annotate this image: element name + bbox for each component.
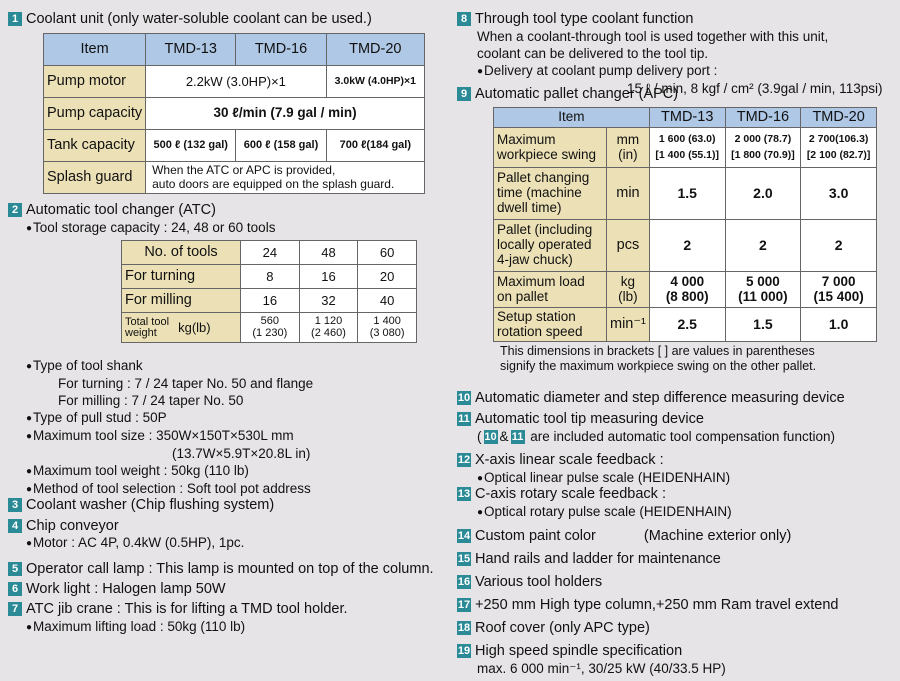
table-cell: 32 (299, 289, 358, 313)
row-label (494, 272, 607, 308)
table-cell (725, 128, 801, 168)
table-row (122, 265, 417, 289)
table-cell: 48 (299, 241, 358, 265)
table-cell: 8 (241, 265, 300, 289)
section-title: Custom paint color (475, 528, 596, 544)
header-cell: TMD-20 (326, 34, 424, 66)
x-axis-scale-item: ● Optical linear pulse scale (HEIDENHAIN) (457, 469, 730, 487)
table-cell: 1.5 (725, 308, 801, 342)
value-line: 5 000 (746, 273, 780, 289)
table-cell: 40 (358, 289, 417, 313)
section-through-tool-coolant (457, 11, 882, 97)
row-label: For milling (122, 289, 241, 313)
section-title: Coolant unit (only water-soluble coolant can be used.) (26, 11, 372, 27)
row-label-line: Maximum (497, 131, 556, 147)
value-line: [1 400 (55.1)] (655, 148, 720, 161)
section-hand-rails (457, 551, 721, 569)
row-label-line: rotation speed (497, 323, 583, 339)
table-cell: 16 (241, 289, 300, 313)
table-row (122, 289, 417, 313)
tool-storage-capacity: ● Tool storage capacity : 24, 48 or 60 tools (12, 220, 275, 236)
table-row (122, 241, 417, 265)
header-cell: TMD-16 (725, 108, 801, 128)
section-number-badge: 18 (457, 622, 471, 634)
table-cell (725, 272, 801, 308)
section-number-badge: 10 (457, 392, 471, 404)
row-label: Tank capacity (44, 130, 146, 162)
table-cell: 60 (358, 241, 417, 265)
max-lifting-load: ● Maximum lifting load : 50kg (110 lb) (12, 619, 245, 635)
section-custom-paint (457, 528, 791, 546)
row-label-line: workpiece swing (497, 146, 597, 162)
row-label: Pump motor (44, 66, 146, 98)
max-tool-weight: ● Maximum tool weight : 50kg (110 lb) (12, 462, 313, 480)
row-label-line: Maximum load (497, 273, 585, 289)
section-number-badge: 6 (8, 582, 22, 596)
weight-label-line: Total tool (125, 315, 170, 328)
row-label-line: Pallet (including (497, 222, 593, 238)
splash-note-line: When the ATC or APC is provided, (152, 162, 336, 177)
table-cell: 2.5 (649, 308, 725, 342)
section-title: ATC jib crane : This is for lifting a TMD tool holder. (26, 601, 348, 617)
value-line: [1 800 (70.9)] (731, 148, 795, 161)
section-number-badge: 13 (457, 488, 471, 500)
table-cell: 30 ℓ/min (7.9 gal / min) (146, 98, 425, 130)
header-cell: TMD-13 (146, 34, 236, 66)
header-cell: TMD-13 (649, 108, 725, 128)
section-high-speed-spindle (457, 643, 726, 677)
row-unit: min⁻¹ (607, 308, 650, 342)
paint-note: (Machine exterior only) (643, 528, 792, 544)
row-unit: min (607, 168, 650, 220)
section-title: Through tool type coolant function (475, 11, 694, 27)
section-number-badge: 3 (8, 498, 22, 512)
row-label-line: time (machine (497, 185, 582, 201)
table-row (44, 130, 425, 162)
table-cell: 16 (299, 265, 358, 289)
table-cell (299, 313, 358, 343)
apc-table-note (500, 344, 816, 374)
row-label (494, 168, 607, 220)
section-title: Hand rails and ladder for maintenance (475, 551, 721, 567)
section-title: Chip conveyor (26, 518, 119, 534)
section-number-badge: 12 (457, 454, 471, 466)
table-cell: 20 (358, 265, 417, 289)
section-number-badge: 9 (457, 87, 471, 101)
tool-selection-method: ● Method of tool selection : Soft tool pot address (12, 480, 313, 498)
weight-kg: 560 (260, 314, 279, 327)
value-line: (11 000) (738, 288, 788, 304)
table-row (44, 66, 425, 98)
section-title: Automatic diameter and step difference measuring device (475, 390, 845, 406)
unit-line: (in) (618, 146, 638, 162)
row-label-line: dwell time) (497, 199, 562, 215)
section-number-badge: 17 (457, 599, 471, 611)
section-title: Automatic pallet changer (APC) (475, 86, 679, 102)
section-title: Coolant washer (Chip flushing system) (26, 497, 275, 513)
pull-stud: ● Type of pull stud : 50P (12, 409, 313, 427)
value-line: 7 000 (821, 273, 856, 289)
table-row (494, 272, 877, 308)
table-cell: 1.5 (649, 168, 725, 220)
value-line: 2 000 (78.7) (734, 132, 792, 145)
section-high-column (457, 597, 838, 615)
section-title: X-axis linear scale feedback : (475, 452, 664, 468)
row-unit: pcs (607, 220, 650, 272)
tool-compensation-note (457, 428, 835, 445)
section-work-light (8, 581, 226, 599)
section-apc (457, 86, 678, 104)
section-number-badge: 1 (8, 12, 22, 26)
weight-unit: kg(lb) (178, 320, 211, 335)
table-cell: 3.0kW (4.0HP)×1 (326, 66, 424, 98)
header-cell: Item (44, 34, 146, 66)
header-cell: TMD-16 (236, 34, 326, 66)
section-title: C-axis rotary scale feedback : (475, 486, 666, 502)
delivery-values: 15 ℓ / min, 8 kgf / cm² (3.9gal / min, 113psi) (627, 81, 883, 96)
section-number-badge: 16 (457, 576, 471, 588)
section-number-badge: 11 (511, 431, 524, 443)
table-cell (358, 313, 417, 343)
table-cell: 2 (649, 220, 725, 272)
value-line: 2 700(106.3) (808, 132, 869, 145)
table-cell: 2 (725, 220, 801, 272)
section-number-badge: 5 (8, 562, 22, 576)
splash-note-line: auto doors are equipped on the splash guard. (152, 176, 395, 191)
atc-tool-table (121, 240, 417, 343)
weight-lb: (1 230) (252, 326, 288, 339)
delivery-port-line: ● Delivery at coolant pump delivery port : (457, 62, 882, 80)
section-title: Automatic tool changer (ATC) (26, 202, 216, 218)
weight-lb: (3 080) (369, 326, 405, 339)
section-coolant-unit (8, 11, 372, 29)
section-title: +250 mm High type column,+250 mm Ram travel extend (475, 597, 839, 613)
table-cell (801, 272, 877, 308)
row-label-line: on pallet (497, 288, 549, 304)
table-cell: 600 ℓ (158 gal) (236, 130, 326, 162)
row-label-line: Pallet changing (497, 170, 590, 186)
row-label: No. of tools (122, 241, 241, 265)
section-number-badge: 11 (458, 413, 470, 425)
coolant-through-line: When a coolant-through tool is used together with this unit, (477, 29, 829, 44)
row-label (122, 313, 241, 343)
spindle-spec: max. 6 000 min⁻¹, 30/25 kW (40/33.5 HP) (477, 661, 726, 676)
weight-label-line: weight (125, 326, 157, 339)
section-tool-holders (457, 574, 602, 592)
table-header-row (44, 34, 425, 66)
table-cell (241, 313, 300, 343)
table-row (122, 313, 417, 343)
section-number-badge: 7 (8, 602, 22, 616)
row-label (494, 308, 607, 342)
chip-conveyor-motor: ● Motor : AC 4P, 0.4kW (0.5HP), 1pc. (12, 535, 244, 551)
unit-line: kg (620, 273, 636, 289)
row-label: Splash guard (44, 162, 146, 194)
section-title: High speed spindle specification (475, 643, 683, 659)
max-tool-size: ● Maximum tool size : 350W×150T×530L mm (12, 427, 313, 445)
table-cell: 700 ℓ(184 gal) (326, 130, 424, 162)
section-coolant-washer (8, 497, 274, 515)
value-line: 4 000 (670, 273, 705, 289)
section-chip-conveyor (8, 518, 119, 536)
section-x-axis-scale (457, 452, 730, 487)
table-cell (801, 128, 877, 168)
table-cell: 2.0 (725, 168, 801, 220)
row-label-line: locally operated (497, 237, 592, 253)
value-line: 1 600 (63.0) (658, 132, 716, 145)
section-number-badge: 4 (8, 519, 22, 533)
unit-line: (lb) (618, 288, 638, 304)
table-cell: 2 (801, 220, 877, 272)
row-label-line: 4-jaw chuck) (497, 251, 573, 267)
table-row (494, 308, 877, 342)
section-tool-tip-measuring (457, 411, 835, 445)
table-cell: 1.0 (801, 308, 877, 342)
table-row (494, 220, 877, 272)
row-label (494, 128, 607, 168)
section-operator-call-lamp (8, 561, 434, 579)
paren: ( (477, 429, 482, 444)
table-row (44, 98, 425, 130)
section-title: Roof cover (only APC type) (475, 620, 650, 636)
table-cell: 500 ℓ (132 gal) (146, 130, 236, 162)
max-tool-size-inch: (13.7W×5.9T×20.8L in) (172, 446, 311, 461)
section-number-badge: 10 (484, 431, 497, 443)
section-title: Various tool holders (475, 574, 603, 590)
value-line: (15 400) (813, 288, 864, 304)
table-cell: 24 (241, 241, 300, 265)
weight-kg: 1 120 (314, 314, 343, 327)
section-number-badge: 19 (457, 645, 471, 657)
header-cell: TMD-20 (801, 108, 877, 128)
value-line: (8 800) (665, 288, 709, 304)
shank-title: ● Type of tool shank (12, 357, 313, 375)
section-number-badge: 14 (457, 530, 471, 542)
coolant-spec-table (43, 33, 425, 194)
table-cell (649, 128, 725, 168)
c-axis-scale-item: ● Optical rotary pulse scale (HEIDENHAIN) (457, 503, 732, 521)
table-header-row (494, 108, 877, 128)
section-number-badge: 8 (457, 12, 471, 26)
section-title: Operator call lamp : This lamp is mounted on top of the column. (26, 561, 434, 577)
table-row (494, 128, 877, 168)
weight-lb: (2 460) (311, 326, 346, 339)
table-row (44, 162, 425, 194)
row-label: For turning (122, 265, 241, 289)
row-unit (607, 128, 650, 168)
weight-kg: 1 400 (373, 314, 401, 327)
unit-line: mm (616, 131, 640, 147)
row-label-line: Setup station (497, 308, 576, 324)
section-title: Work light : Halogen lamp 50W (26, 581, 226, 597)
table-cell: 3.0 (801, 168, 877, 220)
row-label (494, 220, 607, 272)
note-line: signify the maximum workpiece swing on the other pallet. (500, 359, 817, 373)
apc-spec-table (493, 107, 877, 342)
section-atc-jib-crane (8, 601, 348, 619)
table-cell: 2.2kW (3.0HP)×1 (146, 66, 327, 98)
note-line: This dimensions in brackets [ ] are values in parentheses (500, 344, 815, 358)
ampersand: & (499, 429, 509, 444)
value-line: [2 100 (82.7)] (806, 148, 871, 161)
compensation-text: are included automatic tool compensation function) (530, 429, 835, 444)
atc-details (12, 357, 313, 498)
shank-turning: For turning : 7 / 24 taper No. 50 and flange (58, 376, 314, 391)
section-diameter-measuring (457, 390, 845, 408)
row-unit (607, 272, 650, 308)
header-cell: Item (494, 108, 650, 128)
table-cell (649, 272, 725, 308)
shank-milling: For milling : 7 / 24 taper No. 50 (58, 393, 244, 408)
section-c-axis-scale (457, 486, 732, 521)
section-atc (8, 202, 216, 220)
table-cell (146, 162, 425, 194)
section-number-badge: 2 (8, 203, 22, 217)
table-row (494, 168, 877, 220)
section-roof-cover (457, 620, 650, 638)
row-label: Pump capacity (44, 98, 146, 130)
section-number-badge: 15 (457, 553, 471, 565)
section-title: Automatic tool tip measuring device (475, 411, 704, 427)
coolant-through-line: coolant can be delivered to the tool tip. (477, 46, 709, 61)
